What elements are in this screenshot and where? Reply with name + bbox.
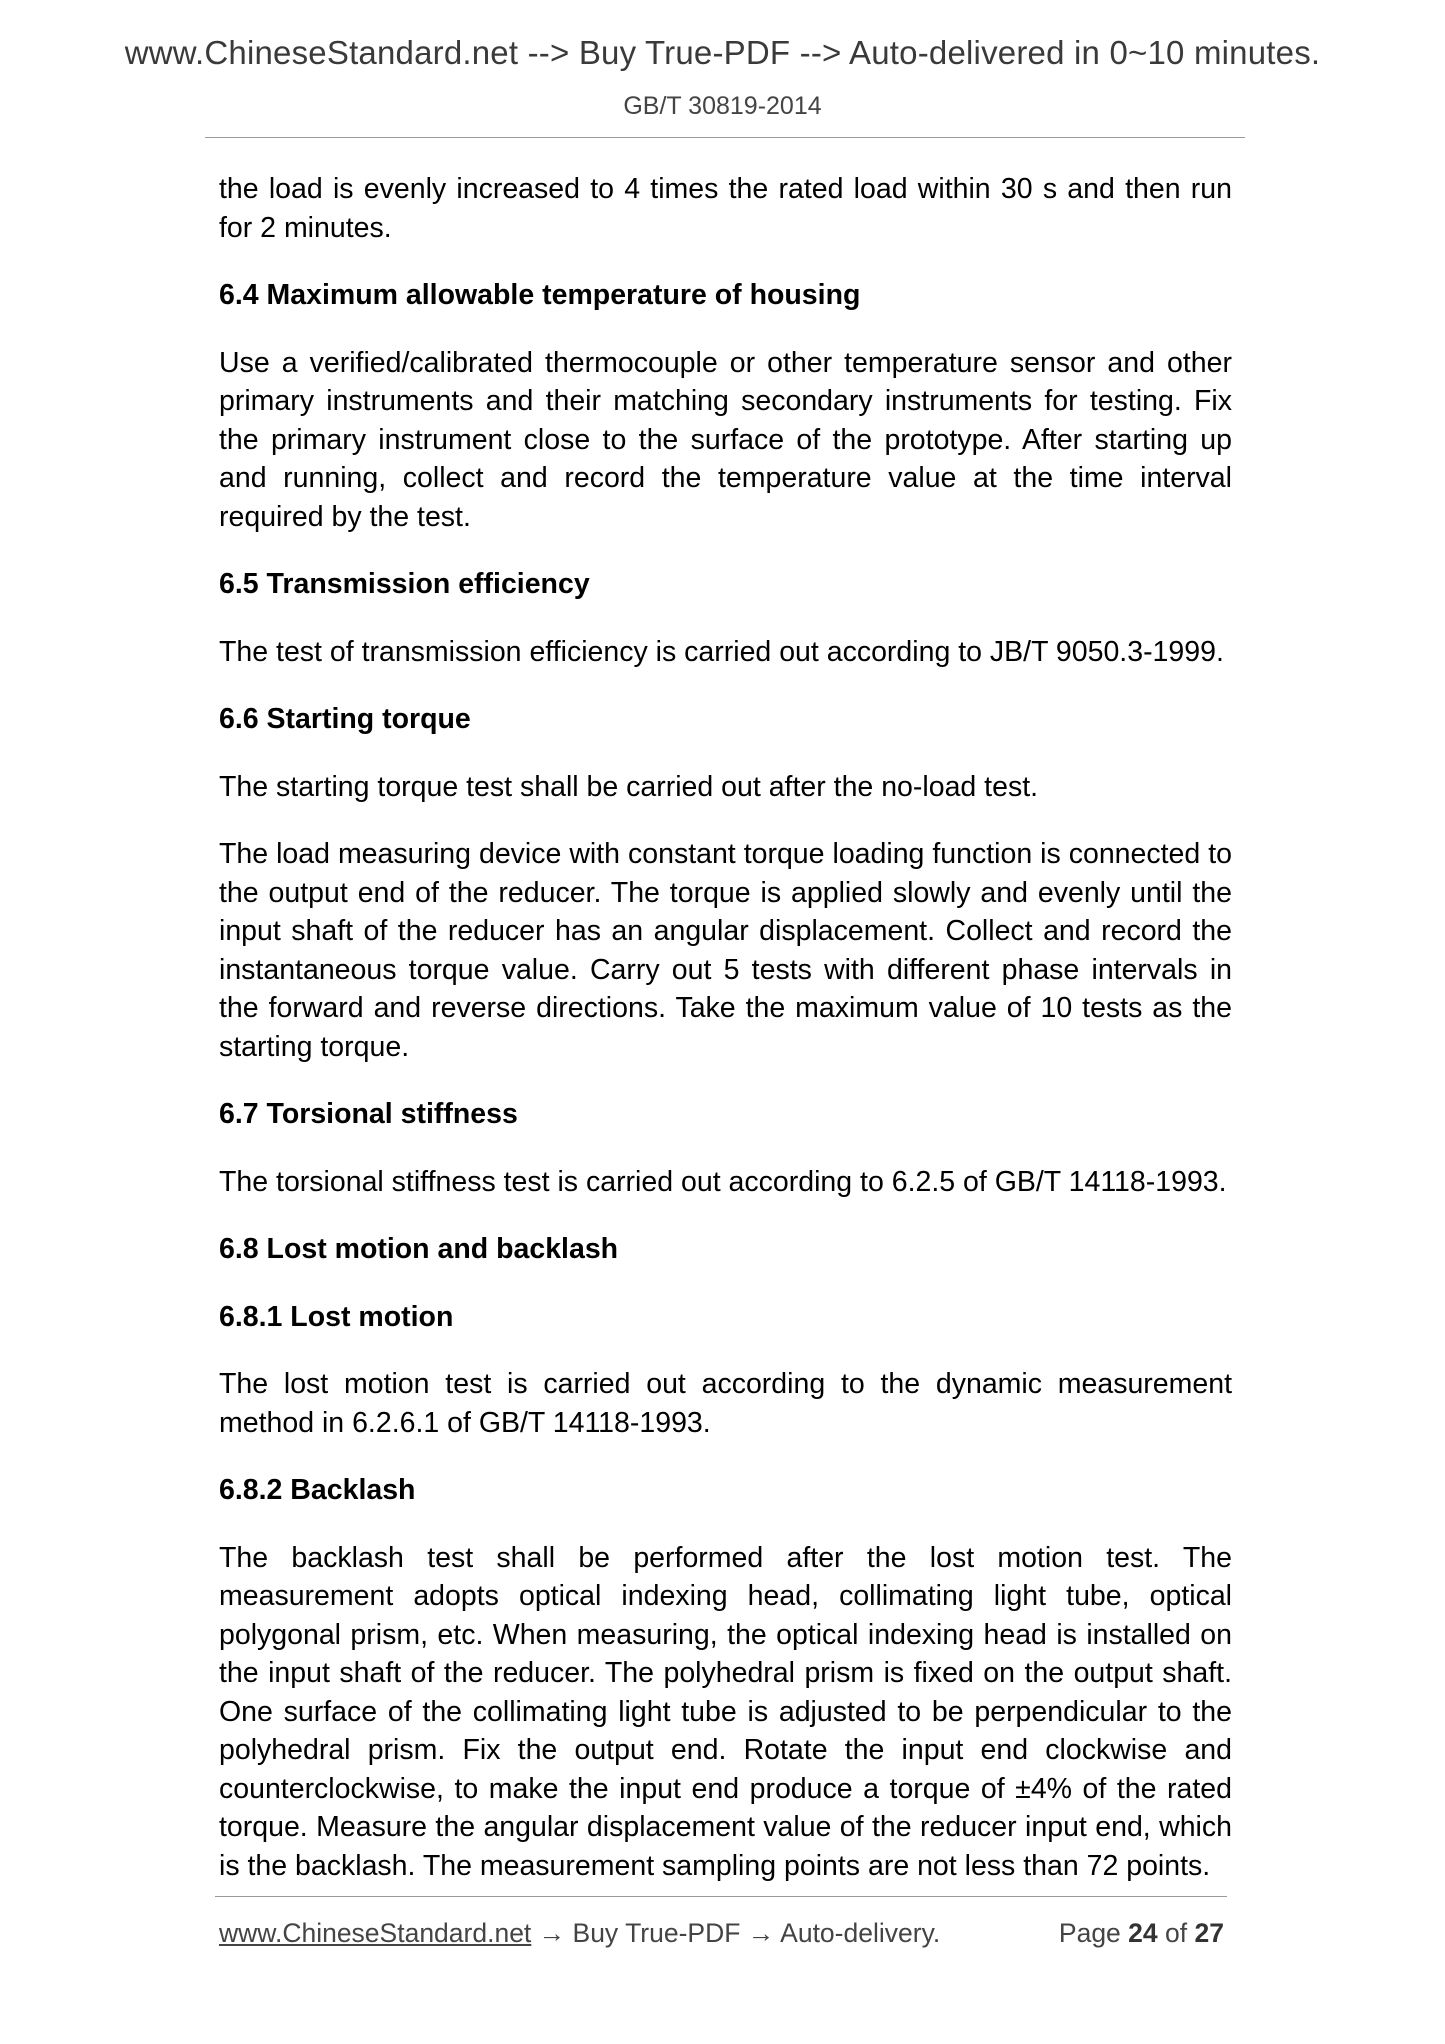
heading-6-4: 6.4 Maximum allowable temperature of housing — [219, 279, 861, 311]
header-banner: www.ChineseStandard.net --> Buy True-PDF --> Auto-delivered in 0~10 minutes. — [124, 34, 1321, 71]
paragraph-6-4: Use a verified/calibrated thermocouple or other temperature sensor and other primary instruments and their matching secondary instruments for testing. Fix the primary instrument close to the surface of the prototype. After starting up and running, collect and record the temperature value at the time interval required by the test. — [219, 346, 1232, 533]
paragraph-6-8-2: The backlash test shall be performed after the lost motion test. The measurement adopts optical indexing head, collimating light tube, optical polygonal prism, etc. When measuring, the optical indexing head is installed on the input shaft of the reducer. The polyhedral prism is fixed on the output shaft. One surface of the collimating light tube is adjusted to be perpendicular to the polyhedral prism. Fix the output end. Rotate the input end clockwise and counterclockwise, to make the input end produce a torque of ±4% of the rated torque. Measure the angular displacement value of the reducer input end, which is the backlash. The measurement sampling points are not less than 72 points. — [219, 1541, 1232, 1882]
page-number — [1059, 1918, 1224, 1949]
heading-6-6: 6.6 Starting torque — [219, 703, 471, 735]
page-total: 27 — [1194, 1918, 1224, 1948]
heading-6-8-2: 6.8.2 Backlash — [219, 1474, 416, 1506]
footer-site-link[interactable]: www.ChineseStandard.net — [219, 1918, 532, 1948]
heading-6-7: 6.7 Torsional stiffness — [219, 1098, 518, 1130]
paragraph-intro: the load is evenly increased to 4 times the rated load within 30 s and then run for 2 minutes. — [219, 173, 1232, 244]
page-current: 24 — [1128, 1918, 1158, 1948]
paragraph-6-7: The torsional stiffness test is carried out according to 6.2.5 of GB/T 14118-1993. — [219, 1165, 1227, 1198]
page-word: Page — [1058, 1918, 1121, 1948]
document-body — [219, 170, 1232, 1914]
heading-6-8-1: 6.8.1 Lost motion — [219, 1300, 454, 1333]
footer-divider — [215, 1896, 1227, 1897]
of-word: of — [1165, 1918, 1188, 1948]
paragraph-6-6-a: The starting torque test shall be carried out after the no-load test. — [219, 770, 1039, 803]
header-divider — [205, 137, 1245, 138]
heading-6-5: 6.5 Transmission efficiency — [219, 568, 590, 600]
paragraph-6-8-1: The lost motion test is carried out according to the dynamic measurement method in 6.2.6.1 of GB/T 14118-1993. — [219, 1368, 1232, 1439]
paragraph-6-6-b: The load measuring device with constant torque loading function is connected to the output end of the reducer. The torque is applied slowly and evenly until the input shaft of the reducer has an angular displacement. Collect and record the instantaneous torque value. Carry out 5 tests with different phase intervals in the forward and reverse directions. Take the maximum value of 10 tests as the starting torque. — [219, 838, 1232, 1063]
footer-tagline: → Buy True-PDF → Auto-delivery. — [531, 1918, 941, 1948]
footer-promo — [219, 1918, 940, 1949]
heading-6-8: 6.8 Lost motion and backlash — [219, 1233, 619, 1265]
standard-code: GB/T 30819-2014 — [623, 92, 822, 120]
paragraph-6-5: The test of transmission efficiency is carried out according to JB/T 9050.3-1999. — [219, 635, 1224, 668]
